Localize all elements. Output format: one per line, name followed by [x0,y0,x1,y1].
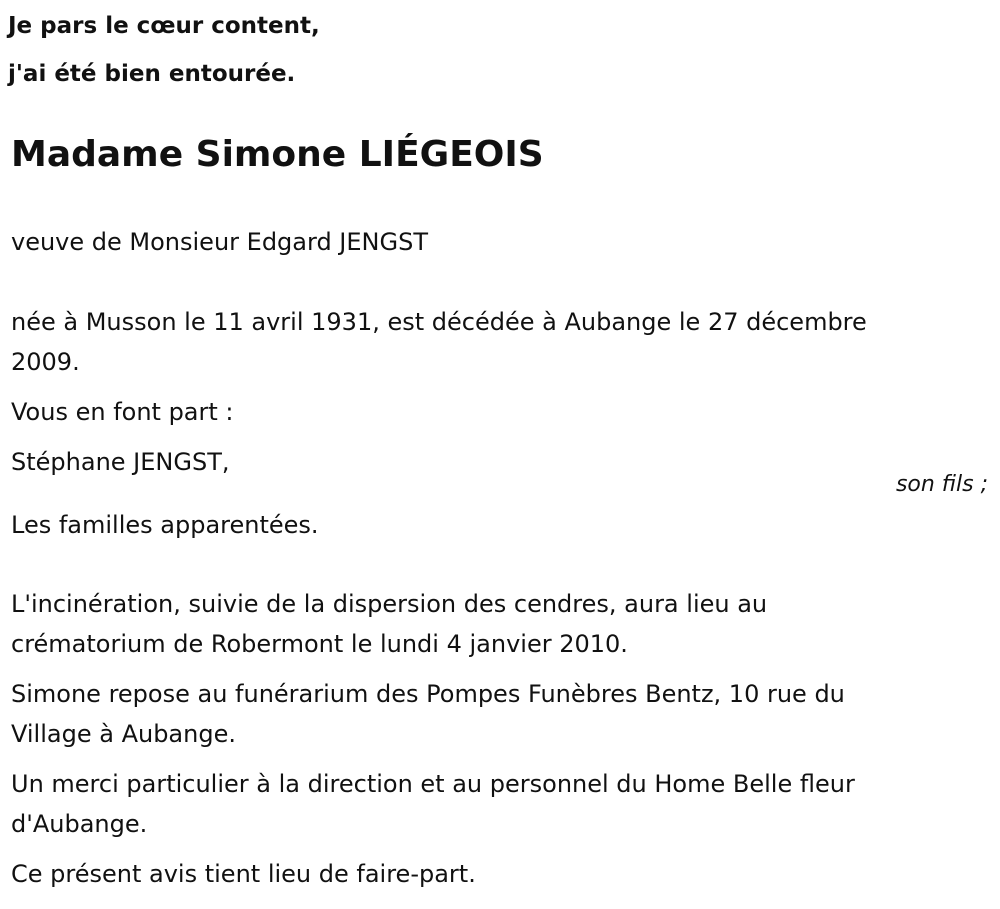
closing-line: Ce présent avis tient lieu de faire-part. [11,860,476,888]
mourner-relation-1: son fils ; [895,472,988,497]
mourner-name-1: Stéphane JENGST, [11,448,230,476]
mourner-name-2: Les familles apparentées. [11,511,319,539]
cremation-line-2: crématorium de Robermont le lundi 4 janvier 2010. [11,630,628,658]
repose-line-2: Village à Aubange. [11,720,236,748]
birth-death-line-1: née à Musson le 11 avril 1931, est décédée à Aubange le 27 décembre [11,308,867,336]
cremation-line-1: L'incinération, suivie de la dispersion des cendres, aura lieu au [11,590,768,618]
deceased-name: Madame Simone LIÉGEOIS [11,134,544,175]
thanks-line-2: d'Aubange. [11,810,148,838]
epigraph-line-2: j'ai été bien entourée. [8,61,296,87]
widow-of-line: veuve de Monsieur Edgard JENGST [11,228,428,256]
repose-line-1: Simone repose au funérarium des Pompes Funèbres Bentz, 10 rue du [11,680,845,708]
thanks-line-1: Un merci particulier à la direction et au personnel du Home Belle fleur [11,770,855,798]
announcement-intro: Vous en font part : [11,398,234,426]
birth-death-line-2: 2009. [11,348,80,376]
epigraph-line-1: Je pars le cœur content, [8,13,320,39]
